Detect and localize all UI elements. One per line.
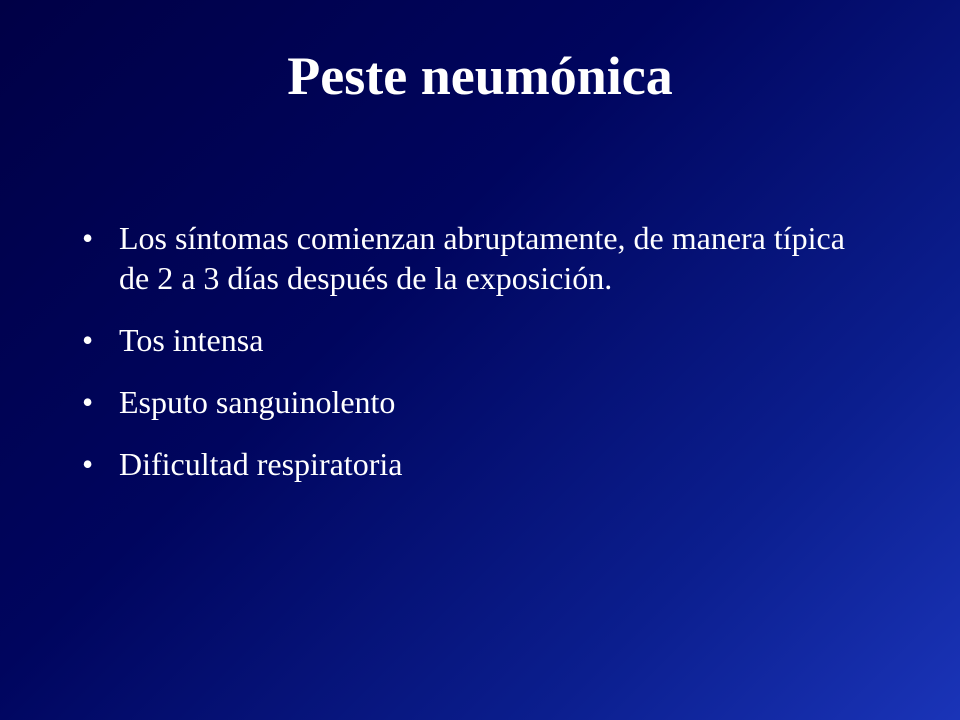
bullet-list bbox=[82, 218, 862, 506]
bullet-marker: • bbox=[82, 384, 94, 420]
bullet-item bbox=[82, 444, 862, 484]
bullet-text: Esputo sanguinolento bbox=[119, 384, 396, 420]
bullet-marker: • bbox=[82, 322, 94, 358]
bullet-item bbox=[82, 218, 862, 298]
bullet-text: Tos intensa bbox=[119, 322, 264, 358]
slide-title: Peste neumónica bbox=[287, 46, 673, 106]
bullet-text: Los síntomas comienzan abruptamente, de manera típica de 2 a 3 días después de la exposición. bbox=[119, 220, 845, 296]
bullet-item bbox=[82, 320, 862, 360]
bullet-item bbox=[82, 382, 862, 422]
bullet-marker: • bbox=[82, 446, 94, 482]
bullet-marker: • bbox=[82, 220, 94, 256]
bullet-text: Dificultad respiratoria bbox=[119, 446, 403, 482]
